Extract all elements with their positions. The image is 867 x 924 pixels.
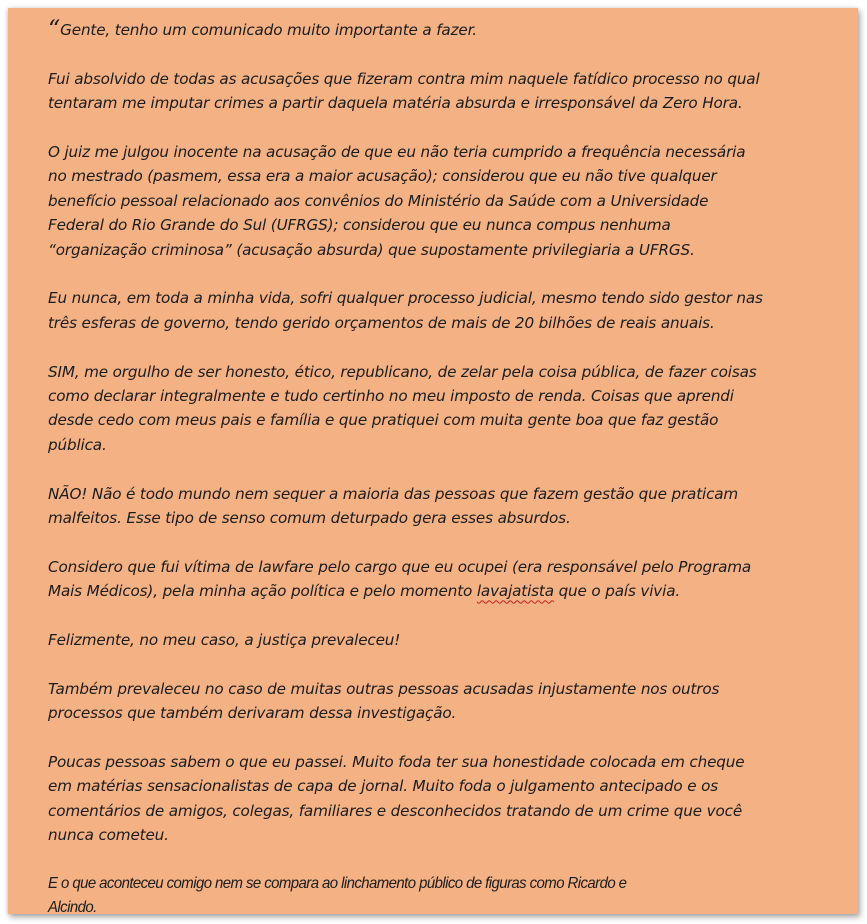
text-line: Considero que fui vítima de lawfare pelo cargo que eu ocupei (era responsável pelo Programa [48,557,752,576]
text-line: nunca cometeu. [48,826,169,845]
text-line: desde cedo com meus pais e família e que pratiquei com muita gente boa que faz gestão [48,411,719,430]
text-line: como declarar integralmente e tudo certinho no meu imposto de renda. Coisas que aprendi [48,387,734,406]
paragraph-no-prior-cases [48,286,838,335]
paragraph-public-lynching [48,872,806,921]
paragraph-announcement [48,15,838,43]
text-line: no mestrado (pasmem, essa era a maior acusação); considerou que eu não tive qualquer [48,167,717,186]
text-line: processos que também derivaram dessa investigação. [48,704,457,723]
text-line: Federal do Rio Grande do Sul (UFRGS); considerou que eu nunca compus nenhuma [48,216,671,235]
paragraph-not-everyone [48,482,838,531]
text-line [48,579,838,603]
text-line [48,15,838,43]
paragraph-honesty [48,360,838,458]
text-line: Alcindo. [48,899,97,917]
text-line: tentaram me imputar crimes a partir daquela matéria absurda e irresponsável da Zero Hora. [48,94,743,113]
paragraph-acquittal [48,67,838,116]
text-segment: Mais Médicos), pela minha ação política e pelo momento [48,582,477,601]
text-line: E o que aconteceu comigo nem se compara ao linchamento público de figuras como Ricardo e [48,875,627,893]
text-line: Fui absolvido de todas as acusações que fizeram contra mim naquele fatídico processo no qual [48,69,760,88]
text-line: Também prevaleceu no caso de muitas outras pessoas acusadas injustamente nos outros [48,679,720,698]
quote-text-box [8,8,858,917]
spellcheck-flagged-word[interactable]: lavajatista [476,582,554,601]
text-line: pública. [48,435,107,454]
paragraph-judge-ruling [48,140,838,262]
text-line: Eu nunca, em toda a minha vida, sofri qualquer processo judicial, mesmo tendo sido gestor nas [48,289,763,308]
text-segment: que o país vivia. [553,582,681,601]
paragraph-few-know [48,750,838,848]
text-line: “organização criminosa” (acusação absurda) que supostamente privilegiaria a UFRGS. [48,240,695,259]
text-line-content: Gente, tenho um comunicado muito importante a fazer. [60,21,477,39]
text-line: O juiz me julgou inocente na acusação de que eu não teria cumprido a frequência necessária [48,143,746,161]
paragraph-justice-prevailed [48,628,838,652]
paragraph-lawfare [48,555,838,604]
text-line: SIM, me orgulho de ser honesto, ético, republicano, de zelar pela coisa pública, de fazer coisas [48,362,757,381]
text-line: benefício pessoal relacionado aos convênios do Ministério da Saúde com a Universidade [48,191,709,210]
text-line: comentários de amigos, colegas, familiares e desconhecidos tratando de um crime que você [48,801,743,820]
text-line: Felizmente, no meu caso, a justiça prevaleceu! [48,631,401,650]
text-line: três esferas de governo, tendo gerido orçamentos de mais de 20 bilhões de reais anuais. [48,313,715,332]
opening-quote-mark: “ [48,15,61,43]
text-line: NÃO! Não é todo mundo nem sequer a maioria das pessoas que fazem gestão que praticam [48,484,739,503]
text-line: em matérias sensacionalistas de capa de jornal. Muito foda o julgamento antecipado e os [48,777,718,796]
text-line: malfeitos. Esse tipo de senso comum deturpado gera esses absurdos. [48,509,571,528]
text-line: Poucas pessoas sabem o que eu passei. Muito foda ter sua honestidade colocada em cheque [48,753,745,772]
paragraph-others-prevailed [48,677,838,726]
